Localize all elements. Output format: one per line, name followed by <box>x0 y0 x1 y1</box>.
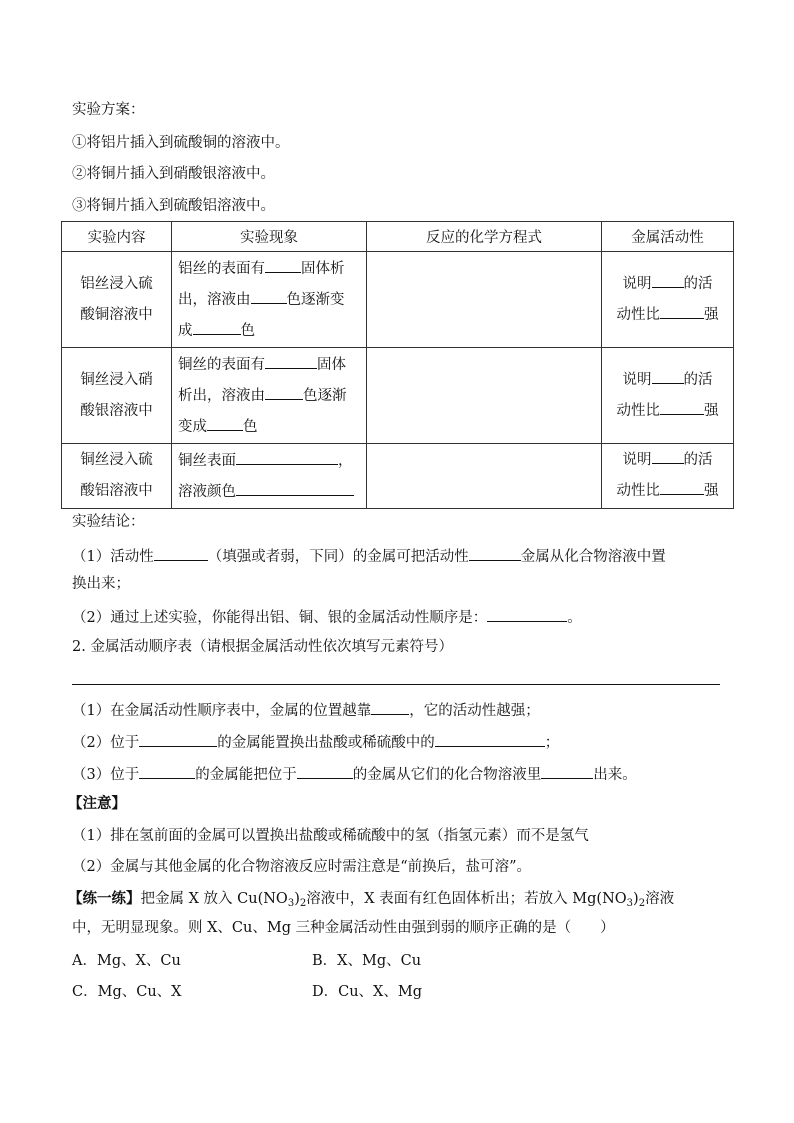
option-b[interactable]: B．X、Mg、Cu <box>312 953 422 969</box>
blank[interactable] <box>469 545 521 561</box>
blank[interactable] <box>139 763 195 779</box>
conclusion-item-2: （2）通过上述实验，你能得出铝、铜、银的金属活动性顺序是： 。 <box>72 606 582 628</box>
conclusion-heading: 实验结论： <box>72 514 145 530</box>
table-row <box>62 348 734 444</box>
section2-q3: （3）位于 的金属能把位于 的金属从它们的化合物溶液里 出来。 <box>72 763 637 785</box>
blank[interactable] <box>251 288 287 304</box>
blank[interactable] <box>193 319 241 335</box>
row1-phenomenon: 铝丝的表面有 固体析 出，溶液由 色逐渐变 成 色 <box>172 252 367 348</box>
blank[interactable] <box>265 384 303 400</box>
blank[interactable] <box>371 699 409 715</box>
row1-activity: 说明 的活 动性比 强 <box>602 252 734 348</box>
section2-q2: （2）位于 的金属能置换出盐酸或稀硫酸中的 ； <box>72 731 559 753</box>
row2-activity: 说明 的活 动性比 强 <box>602 348 734 444</box>
practice-line-1: 【练一练】把金属 X 放入 $Cu(NO_3)_2$溶液中，X 表面有红色固体析出；若放入 $Mg(NO_3)_2$溶液 <box>68 890 675 909</box>
conclusion-item-1: （1）活动性 （填强或者弱，下同）的金属可把活动性 金属从化合物溶液中置 <box>72 545 666 567</box>
table-row <box>62 252 734 348</box>
section2-title: 2. 金属活动顺序表（请根据金属活动性依次填写元素符号） <box>72 639 453 655</box>
blank[interactable] <box>297 763 353 779</box>
practice-line-2: 中，无明显现象。则 X、Cu、Mg 三种金属活动性由强到弱的顺序正确的是（ ） <box>72 920 615 936</box>
blank[interactable] <box>487 606 567 622</box>
notice-item-1: （1）排在氢前面的金属可以置换出盐酸或稀硫酸中的氢（指氢元素）而不是氢气 <box>72 828 589 844</box>
blank[interactable] <box>236 480 354 496</box>
row2-phenomenon: 铜丝的表面有 固体 析出，溶液由 色逐渐 变成 色 <box>172 348 367 444</box>
blank[interactable] <box>207 415 243 431</box>
blank[interactable] <box>652 368 684 384</box>
activity-series-answer-line[interactable] <box>72 684 720 685</box>
row3-content: 铜丝浸入硫 酸铝溶液中 <box>62 444 172 509</box>
experiment-table <box>61 221 734 509</box>
blank[interactable] <box>660 399 704 415</box>
blank[interactable] <box>652 448 684 464</box>
plan-step-3: ③将铜片插入到硫酸铝溶液中。 <box>72 198 275 214</box>
blank[interactable] <box>154 545 208 561</box>
header-content: 实验内容 <box>62 222 172 252</box>
row3-equation-cell[interactable] <box>367 444 602 509</box>
table-header-row <box>62 222 734 252</box>
section2-q1: （1）在金属活动性顺序表中，金属的位置越靠 ，它的活动性越强； <box>72 699 540 721</box>
header-equation: 反应的化学方程式 <box>367 222 602 252</box>
row3-phenomenon: 铜丝表面 ， 溶液颜色 <box>172 444 367 509</box>
blank[interactable] <box>652 272 684 288</box>
table-row <box>62 444 734 509</box>
blank[interactable] <box>660 303 704 319</box>
blank[interactable] <box>265 353 317 369</box>
row1-content: 铝丝浸入硫 酸铜溶液中 <box>62 252 172 348</box>
row3-activity: 说明 的活 动性比 强 <box>602 444 734 509</box>
header-phenomenon: 实验现象 <box>172 222 367 252</box>
plan-heading: 实验方案： <box>72 102 145 118</box>
option-c[interactable]: C．Mg、Cu、X <box>72 984 182 1000</box>
plan-step-2: ②将铜片插入到硝酸银溶液中。 <box>72 166 275 182</box>
conclusion-item-1-cont: 换出来； <box>72 576 130 592</box>
blank[interactable] <box>660 479 704 495</box>
row1-equation-cell[interactable] <box>367 252 602 348</box>
row2-content: 铜丝浸入硝 酸银溶液中 <box>62 348 172 444</box>
plan-step-1: ①将铝片插入到硫酸铜的溶液中。 <box>72 135 290 151</box>
notice-heading: 【注意】 <box>68 795 126 812</box>
blank[interactable] <box>435 731 545 747</box>
blank[interactable] <box>236 449 338 465</box>
notice-item-2: （2）金属与其他金属的化合物溶液反应时需注意是“前换后，盐可溶”。 <box>72 859 532 875</box>
option-a[interactable]: A．Mg、X、Cu <box>72 953 181 969</box>
blank[interactable] <box>541 763 593 779</box>
blank[interactable] <box>265 257 301 273</box>
practice-tag: 【练一练】 <box>68 890 141 907</box>
blank[interactable] <box>139 731 217 747</box>
row2-equation-cell[interactable] <box>367 348 602 444</box>
option-d[interactable]: D．Cu、X、Mg <box>312 984 423 1000</box>
header-activity: 金属活动性 <box>602 222 734 252</box>
